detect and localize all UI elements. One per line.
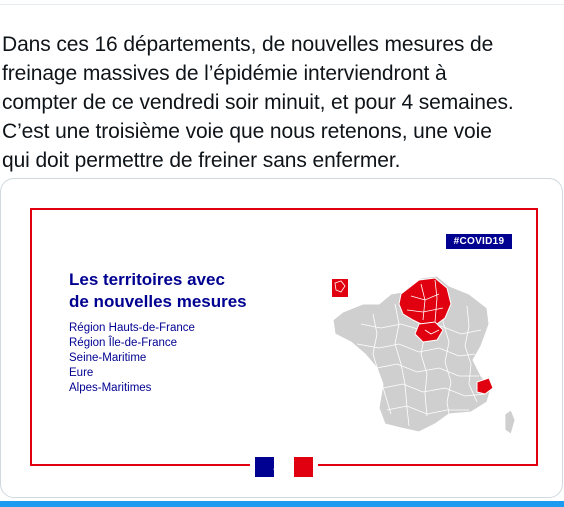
infographic-heading: Les territoires avec de nouvelles mesures: [69, 270, 247, 311]
covid-hashtag-badge: #COVID19: [446, 234, 512, 249]
region-item: Seine-Maritime: [69, 352, 147, 364]
region-item: Région Hauts-de-France: [69, 322, 195, 334]
region-item: Eure: [69, 367, 94, 379]
bottom-accent-bar: [0, 501, 564, 507]
tweet-text: Dans ces 16 départements, de nouvelles mesures de freinage massives de l’épidémie interviendront à compter de ce vendredi soir minuit, et pour 4 semaines. C’est une troisième voie que nous retenons, une voie qui doit permettre de freiner sans enfermer.: [2, 33, 514, 172]
marianne-flag-logo: [255, 457, 313, 479]
tweet-top-divider: [0, 0, 564, 5]
tweet-media-card[interactable]: [0, 178, 563, 498]
region-list: [69, 321, 195, 396]
marianne-icon: [263, 457, 305, 477]
map-corsica: [505, 410, 515, 434]
region-item: Région Île-de-France: [69, 337, 178, 349]
region-item: Alpes-Maritimes: [69, 382, 152, 394]
france-map: [321, 264, 521, 444]
